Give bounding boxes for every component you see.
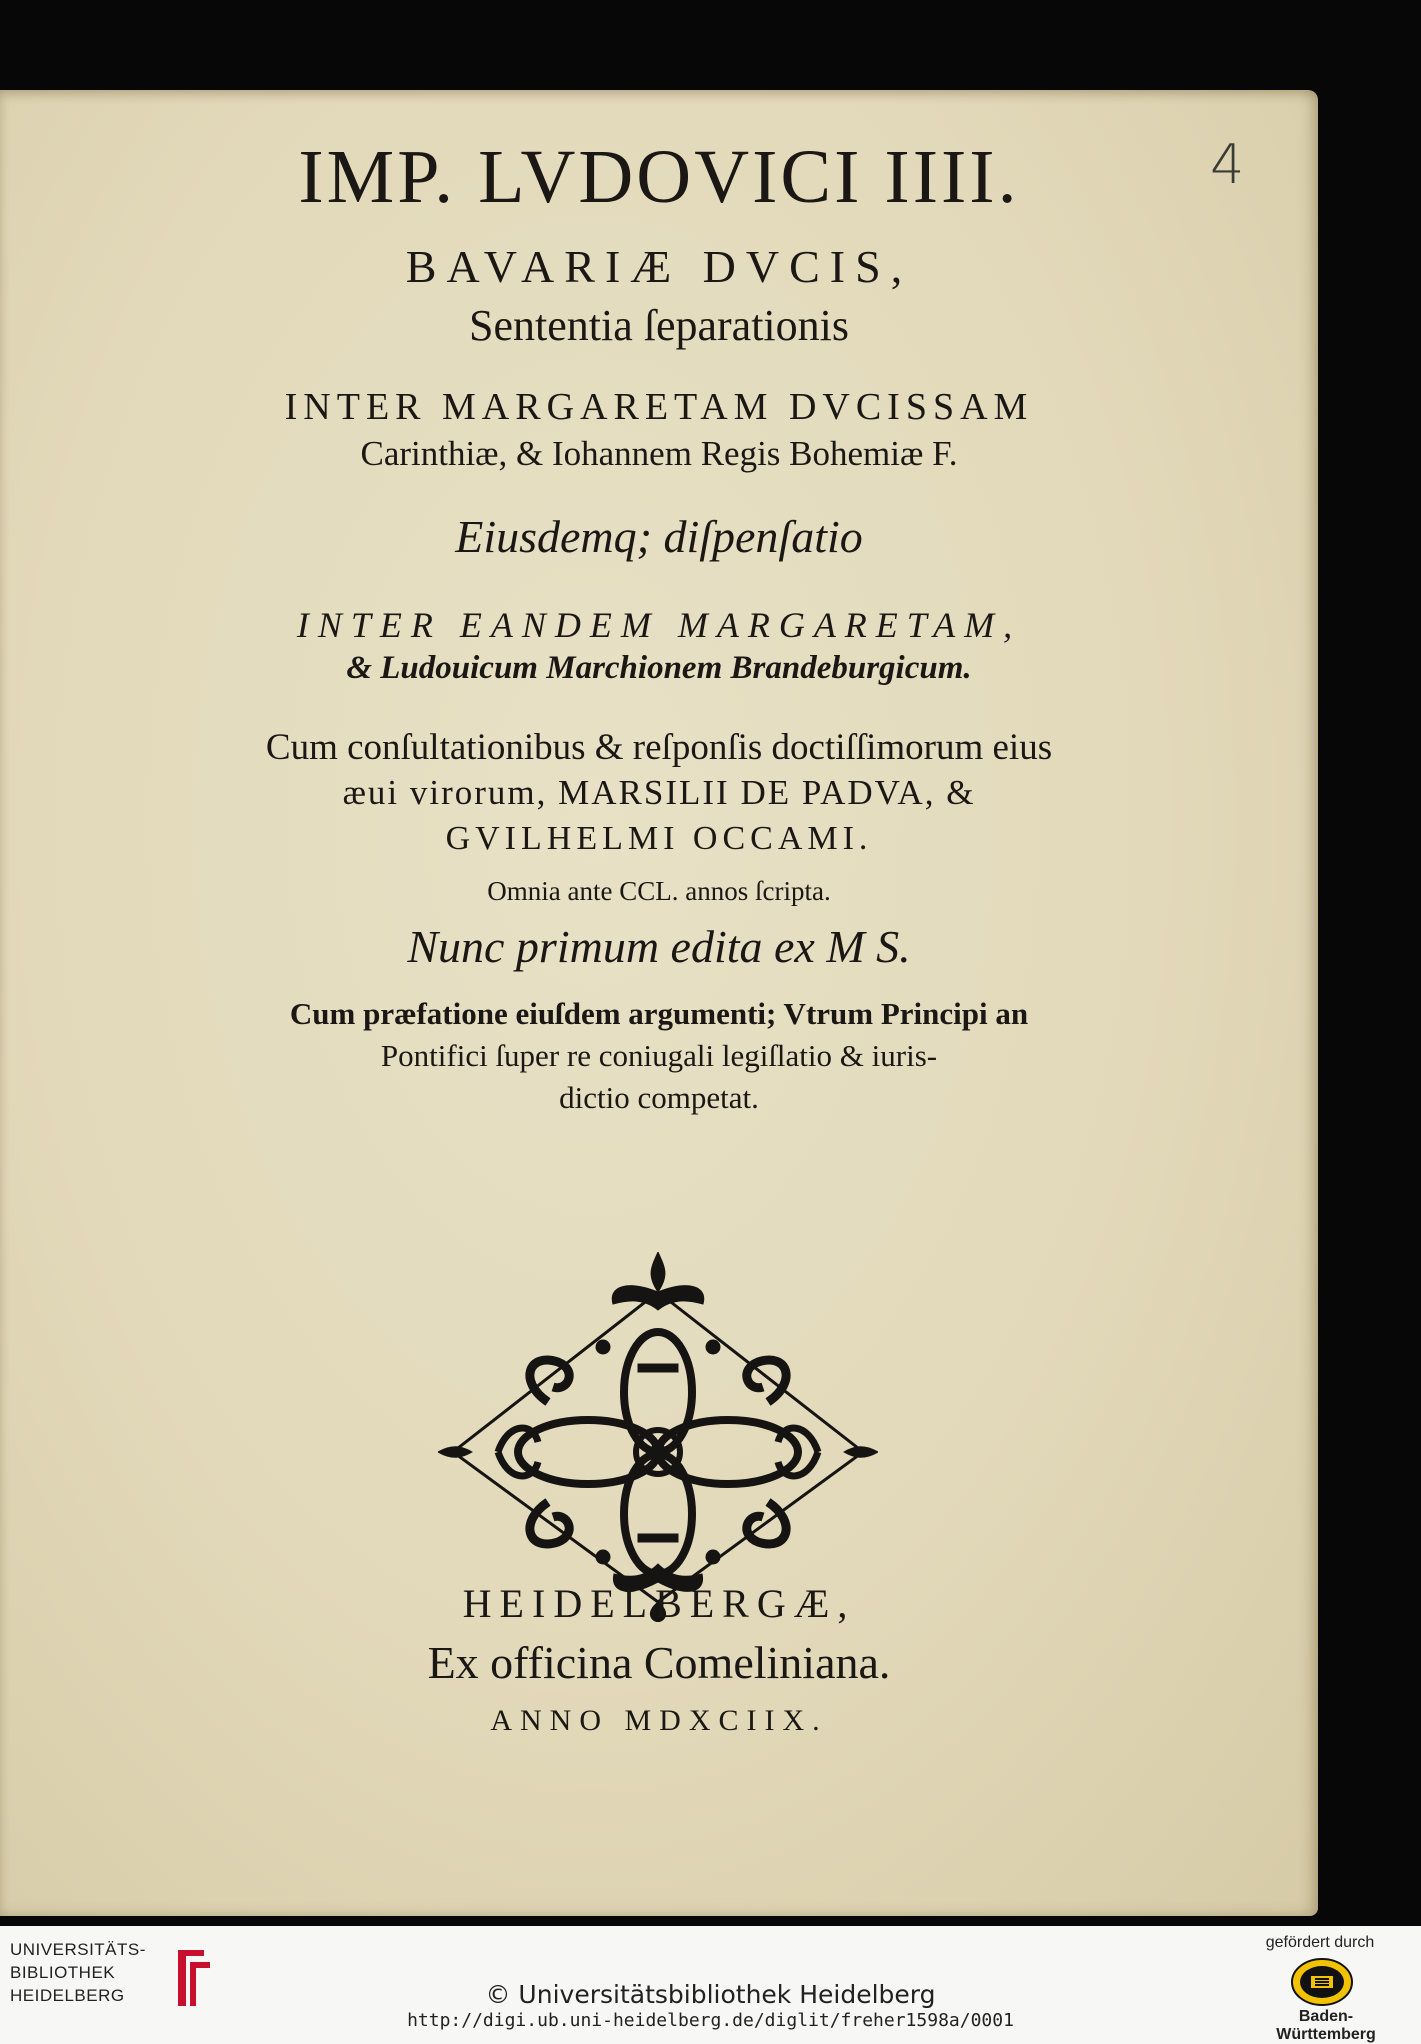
imprint-printer: Ex officina Comeliniana. xyxy=(427,1637,891,1688)
imprint-year: ANNO MDXCIIX. xyxy=(490,1704,828,1737)
library-line-3: HEIDELBERG xyxy=(10,1986,125,2005)
library-line-1: UNIVERSITÄTS- xyxy=(10,1940,146,1959)
title-line-8: & Ludouicum Marchionem Brandeburgicum. xyxy=(346,650,972,686)
title-line-12: Omnia ante CCL. annos ſcripta. xyxy=(487,876,831,906)
title-line-3: Sententia ſeparationis xyxy=(469,301,849,350)
library-line-2: BIBLIOTHEK xyxy=(10,1963,116,1982)
funded-by-label: gefördert durch xyxy=(1265,1934,1375,1951)
title-line-2: BAVARIÆ DVCIS, xyxy=(405,241,913,292)
permalink-url[interactable]: http://digi.ub.uni-heidelberg.de/diglit/freher1598a/0001 xyxy=(407,2010,1014,2031)
page-number: 4 xyxy=(1210,133,1245,196)
title-line-6: Eiusdemq; diſpenſatio xyxy=(455,511,863,562)
title-line-7: INTER EANDEM MARGARETAM, xyxy=(296,605,1022,645)
baden-wuerttemberg-seal-icon xyxy=(1291,1958,1353,2006)
title-line-9: Cum conſultationibus & reſponſis doctiſſimorum eius xyxy=(265,727,1053,768)
title-line-10: æui virorum, MARSILII DE PADVA, & xyxy=(342,773,976,812)
title-line-11: GVILHELMI OCCAMI. xyxy=(445,820,873,857)
title-page xyxy=(0,90,1318,1916)
footer xyxy=(0,1926,1421,2043)
funder-name: Baden-Württemberg xyxy=(1276,2008,1376,2043)
title-line-16: dictio competat. xyxy=(559,1080,759,1115)
title-line-13: Nunc primum edita ex M S. xyxy=(407,921,911,972)
imprint-place: HEIDELBERGÆ, xyxy=(462,1581,856,1626)
title-line-4: INTER MARGARETAM DVCISSAM xyxy=(284,386,1034,428)
title-line-14: Cum præfatione eiuſdem argumenti; Vtrum Principi an xyxy=(289,996,1029,1031)
printers-ornament xyxy=(438,1252,878,1622)
copyright-notice: © Universitätsbibliothek Heidelberg xyxy=(485,1980,936,2009)
title-line-1: IMP. LVDOVICI IIII. xyxy=(298,135,1020,219)
title-line-5: Carinthiæ, & Iohannem Regis Bohemiæ F. xyxy=(360,434,958,473)
title-line-15: Pontifici ſuper re coniugali legiſlatio & iuris- xyxy=(380,1038,938,1073)
